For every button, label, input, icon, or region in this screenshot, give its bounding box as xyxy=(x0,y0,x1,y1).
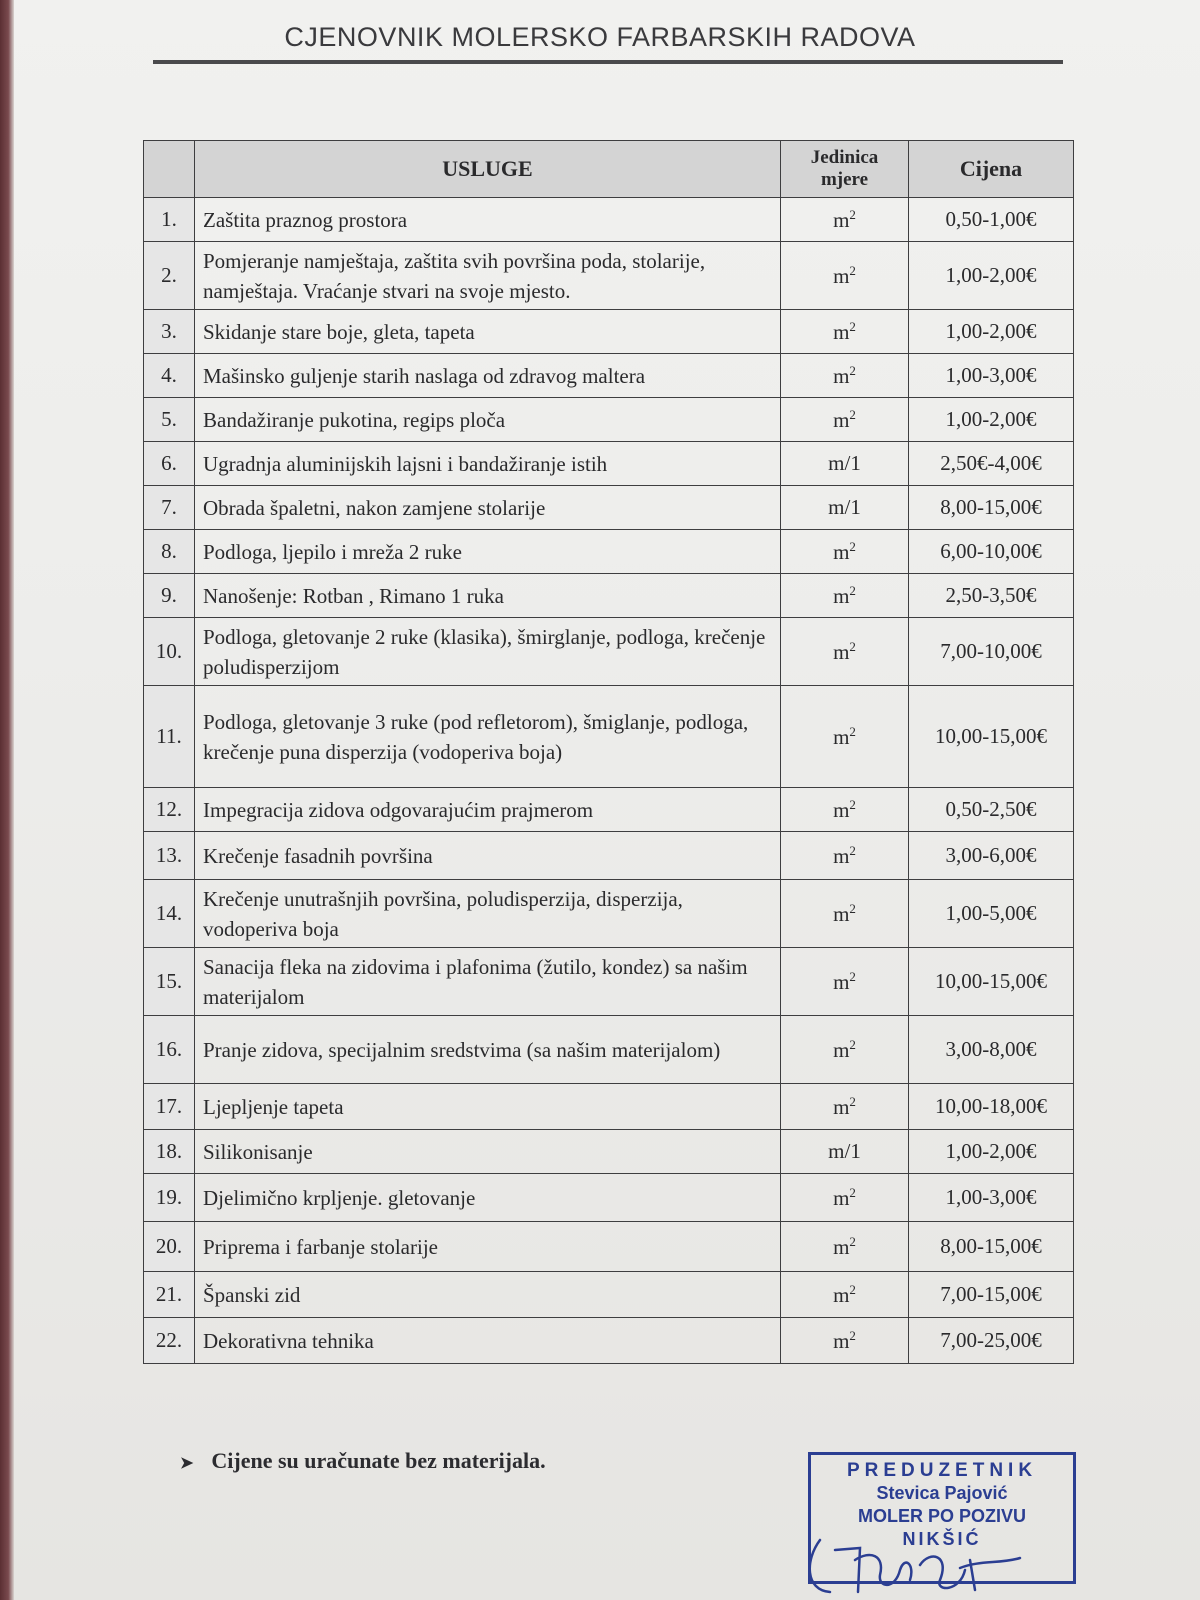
table-row xyxy=(144,788,1074,832)
row-description: Krečenje unutrašnjih površina, poludisperzija, disperzija, vodoperiva boja xyxy=(195,880,781,948)
unit-exponent: 2 xyxy=(849,900,856,916)
row-unit xyxy=(781,788,909,832)
row-number: 4. xyxy=(144,354,195,398)
header-unit xyxy=(781,141,909,198)
row-description: Nanošenje: Rotban , Rimano 1 ruka xyxy=(195,574,781,618)
unit-exponent: 2 xyxy=(849,1281,856,1297)
unit-exponent: 2 xyxy=(849,968,856,984)
row-number: 3. xyxy=(144,310,195,354)
row-number: 8. xyxy=(144,530,195,574)
row-unit xyxy=(781,198,909,242)
table-row xyxy=(144,398,1074,442)
row-number: 16. xyxy=(144,1016,195,1084)
unit-symbol: m xyxy=(833,797,850,822)
row-number: 22. xyxy=(144,1318,195,1364)
row-description: Mašinsko guljenje starih naslaga od zdravog maltera xyxy=(195,354,781,398)
header-unit-line1: Jedinica xyxy=(810,147,879,168)
row-price: 0,50-1,00€ xyxy=(909,198,1074,242)
unit-symbol: m xyxy=(833,969,850,994)
row-unit xyxy=(781,442,909,486)
row-price: 1,00-2,00€ xyxy=(909,242,1074,310)
row-description: Krečenje fasadnih površina xyxy=(195,832,781,880)
row-price: 7,00-10,00€ xyxy=(909,618,1074,686)
row-price: 8,00-15,00€ xyxy=(909,486,1074,530)
header-number xyxy=(144,141,195,198)
row-unit xyxy=(781,486,909,530)
row-description: Impegracija zidova odgovarajućim prajmerom xyxy=(195,788,781,832)
unit-symbol: m xyxy=(833,263,850,288)
row-number: 19. xyxy=(144,1174,195,1222)
unit-symbol: m xyxy=(833,1328,850,1353)
unit-symbol: m/1 xyxy=(828,1139,861,1163)
row-description: Pomjeranje namještaja, zaštita svih površina poda, stolarije, namještaja. Vraćanje stvari na svoje mjesto. xyxy=(195,242,781,310)
row-description: Podloga, gletovanje 3 ruke (pod refletorom), šmiglanje, podloga, krečenje puna disperzija (vodoperiva boja) xyxy=(195,686,781,788)
unit-exponent: 2 xyxy=(849,1233,856,1249)
unit-symbol: m xyxy=(833,1094,850,1119)
row-description: Dekorativna tehnika xyxy=(195,1318,781,1364)
table-row xyxy=(144,530,1074,574)
table-row xyxy=(144,354,1074,398)
row-price: 10,00-15,00€ xyxy=(909,686,1074,788)
row-price: 1,00-3,00€ xyxy=(909,1174,1074,1222)
row-number: 7. xyxy=(144,486,195,530)
row-description: Silikonisanje xyxy=(195,1130,781,1174)
row-unit xyxy=(781,1016,909,1084)
table-row xyxy=(144,1222,1074,1272)
table-row xyxy=(144,1084,1074,1130)
row-number: 6. xyxy=(144,442,195,486)
unit-exponent: 2 xyxy=(849,206,856,222)
unit-symbol: m xyxy=(833,724,850,749)
unit-symbol: m xyxy=(833,363,850,388)
row-description: Podloga, ljepilo i mreža 2 ruke xyxy=(195,530,781,574)
row-unit xyxy=(781,398,909,442)
row-price: 2,50-3,50€ xyxy=(909,574,1074,618)
footnote xyxy=(180,1448,546,1474)
row-number: 9. xyxy=(144,574,195,618)
unit-exponent: 2 xyxy=(849,842,856,858)
unit-symbol: m xyxy=(833,1282,850,1307)
row-unit xyxy=(781,242,909,310)
row-description: Španski zid xyxy=(195,1272,781,1318)
row-unit xyxy=(781,1272,909,1318)
row-unit xyxy=(781,310,909,354)
row-description: Ljepljenje tapeta xyxy=(195,1084,781,1130)
table-row xyxy=(144,1174,1074,1222)
row-price: 1,00-2,00€ xyxy=(909,1130,1074,1174)
row-description: Skidanje stare boje, gleta, tapeta xyxy=(195,310,781,354)
unit-symbol: m xyxy=(833,639,850,664)
table-row xyxy=(144,948,1074,1016)
title-underline xyxy=(153,60,1063,64)
row-number: 15. xyxy=(144,948,195,1016)
table-row xyxy=(144,880,1074,948)
row-number: 13. xyxy=(144,832,195,880)
row-unit xyxy=(781,1318,909,1364)
table-row xyxy=(144,1130,1074,1174)
row-price: 0,50-2,50€ xyxy=(909,788,1074,832)
row-unit xyxy=(781,686,909,788)
row-price: 10,00-15,00€ xyxy=(909,948,1074,1016)
row-number: 17. xyxy=(144,1084,195,1130)
row-description: Sanacija fleka na zidovima i plafonima (žutilo, kondez) sa našim materijalom xyxy=(195,948,781,1016)
page-title: CJENOVNIK MOLERSKO FARBARSKIH RADOVA xyxy=(284,22,916,52)
header-price: Cijena xyxy=(909,141,1074,198)
unit-symbol: m xyxy=(833,207,850,232)
stamp-line-2: Stevica Pajović xyxy=(876,1483,1008,1503)
unit-symbol: m/1 xyxy=(828,495,861,519)
unit-exponent: 2 xyxy=(849,262,856,278)
unit-exponent: 2 xyxy=(849,723,856,739)
row-unit xyxy=(781,948,909,1016)
row-unit xyxy=(781,1084,909,1130)
unit-exponent: 2 xyxy=(849,362,856,378)
row-description: Pranje zidova, specijalnim sredstvima (sa našim materijalom) xyxy=(195,1016,781,1084)
row-unit xyxy=(781,530,909,574)
arrow-icon: ➤ xyxy=(180,1455,194,1472)
row-unit xyxy=(781,1130,909,1174)
unit-exponent: 2 xyxy=(849,1184,856,1200)
row-description: Djelimično krpljenje. gletovanje xyxy=(195,1174,781,1222)
table-row xyxy=(144,486,1074,530)
unit-symbol: m xyxy=(833,1185,850,1210)
header-unit-line2: mjere xyxy=(820,169,869,190)
unit-symbol: m xyxy=(833,407,850,432)
handwritten-signature xyxy=(800,1520,1030,1600)
table-row xyxy=(144,310,1074,354)
unit-exponent: 2 xyxy=(849,1327,856,1343)
table-row xyxy=(144,242,1074,310)
row-description: Ugradnja aluminijskih lajsni i bandažiranje istih xyxy=(195,442,781,486)
row-price: 1,00-2,00€ xyxy=(909,310,1074,354)
row-price: 3,00-6,00€ xyxy=(909,832,1074,880)
row-unit xyxy=(781,574,909,618)
table-row xyxy=(144,574,1074,618)
row-number: 14. xyxy=(144,880,195,948)
row-number: 5. xyxy=(144,398,195,442)
table-row xyxy=(144,1272,1074,1318)
footnote-text: Cijene su uračunate bez materijala. xyxy=(211,1448,546,1473)
row-number: 10. xyxy=(144,618,195,686)
row-number: 20. xyxy=(144,1222,195,1272)
unit-exponent: 2 xyxy=(849,638,856,654)
row-number: 18. xyxy=(144,1130,195,1174)
table-row xyxy=(144,1318,1074,1364)
row-description: Zaštita praznog prostora xyxy=(195,198,781,242)
row-description: Obrada špaletni, nakon zamjene stolarije xyxy=(195,486,781,530)
row-description: Podloga, gletovanje 2 ruke (klasika), šmirglanje, podloga, krečenje poludisperzijom xyxy=(195,618,781,686)
row-price: 7,00-15,00€ xyxy=(909,1272,1074,1318)
binder-edge xyxy=(0,0,14,1600)
table-header-row xyxy=(144,141,1074,198)
unit-exponent: 2 xyxy=(849,582,856,598)
row-number: 11. xyxy=(144,686,195,788)
row-unit xyxy=(781,354,909,398)
stamp-line-1: PREDUZETNIK xyxy=(846,1460,1038,1481)
row-description: Bandažiranje pukotina, regips ploča xyxy=(195,398,781,442)
table-row xyxy=(144,686,1074,788)
price-table-body xyxy=(144,198,1074,1364)
row-price: 7,00-25,00€ xyxy=(909,1318,1074,1364)
row-price: 6,00-10,00€ xyxy=(909,530,1074,574)
row-price: 8,00-15,00€ xyxy=(909,1222,1074,1272)
row-unit xyxy=(781,1222,909,1272)
unit-symbol: m xyxy=(833,319,850,344)
unit-exponent: 2 xyxy=(849,1093,856,1109)
unit-symbol: m xyxy=(833,583,850,608)
row-number: 21. xyxy=(144,1272,195,1318)
table-row xyxy=(144,618,1074,686)
unit-symbol: m xyxy=(833,1234,850,1259)
row-number: 2. xyxy=(144,242,195,310)
row-number: 12. xyxy=(144,788,195,832)
table-row xyxy=(144,1016,1074,1084)
row-number: 1. xyxy=(144,198,195,242)
row-price: 1,00-2,00€ xyxy=(909,398,1074,442)
unit-exponent: 2 xyxy=(849,796,856,812)
row-unit xyxy=(781,618,909,686)
row-price: 1,00-5,00€ xyxy=(909,880,1074,948)
unit-symbol: m/1 xyxy=(828,451,861,475)
row-unit xyxy=(781,1174,909,1222)
price-table xyxy=(143,140,1074,1364)
unit-symbol: m xyxy=(833,539,850,564)
unit-exponent: 2 xyxy=(849,1036,856,1052)
unit-exponent: 2 xyxy=(849,318,856,334)
row-price: 2,50€-4,00€ xyxy=(909,442,1074,486)
row-price: 1,00-3,00€ xyxy=(909,354,1074,398)
table-row xyxy=(144,442,1074,486)
table-row xyxy=(144,198,1074,242)
unit-symbol: m xyxy=(833,1037,850,1062)
row-description: Priprema i farbanje stolarije xyxy=(195,1222,781,1272)
table-row xyxy=(144,832,1074,880)
row-unit xyxy=(781,832,909,880)
unit-exponent: 2 xyxy=(849,538,856,554)
row-price: 3,00-8,00€ xyxy=(909,1016,1074,1084)
header-services: USLUGE xyxy=(195,141,781,198)
unit-symbol: m xyxy=(833,901,850,926)
unit-exponent: 2 xyxy=(849,406,856,422)
stamp-line-3: MOLER PO POZIVU xyxy=(857,1506,1026,1526)
unit-symbol: m xyxy=(833,843,850,868)
stamp-line-4: NIKŠIĆ xyxy=(902,1529,982,1549)
row-unit xyxy=(781,880,909,948)
row-price: 10,00-18,00€ xyxy=(909,1084,1074,1130)
